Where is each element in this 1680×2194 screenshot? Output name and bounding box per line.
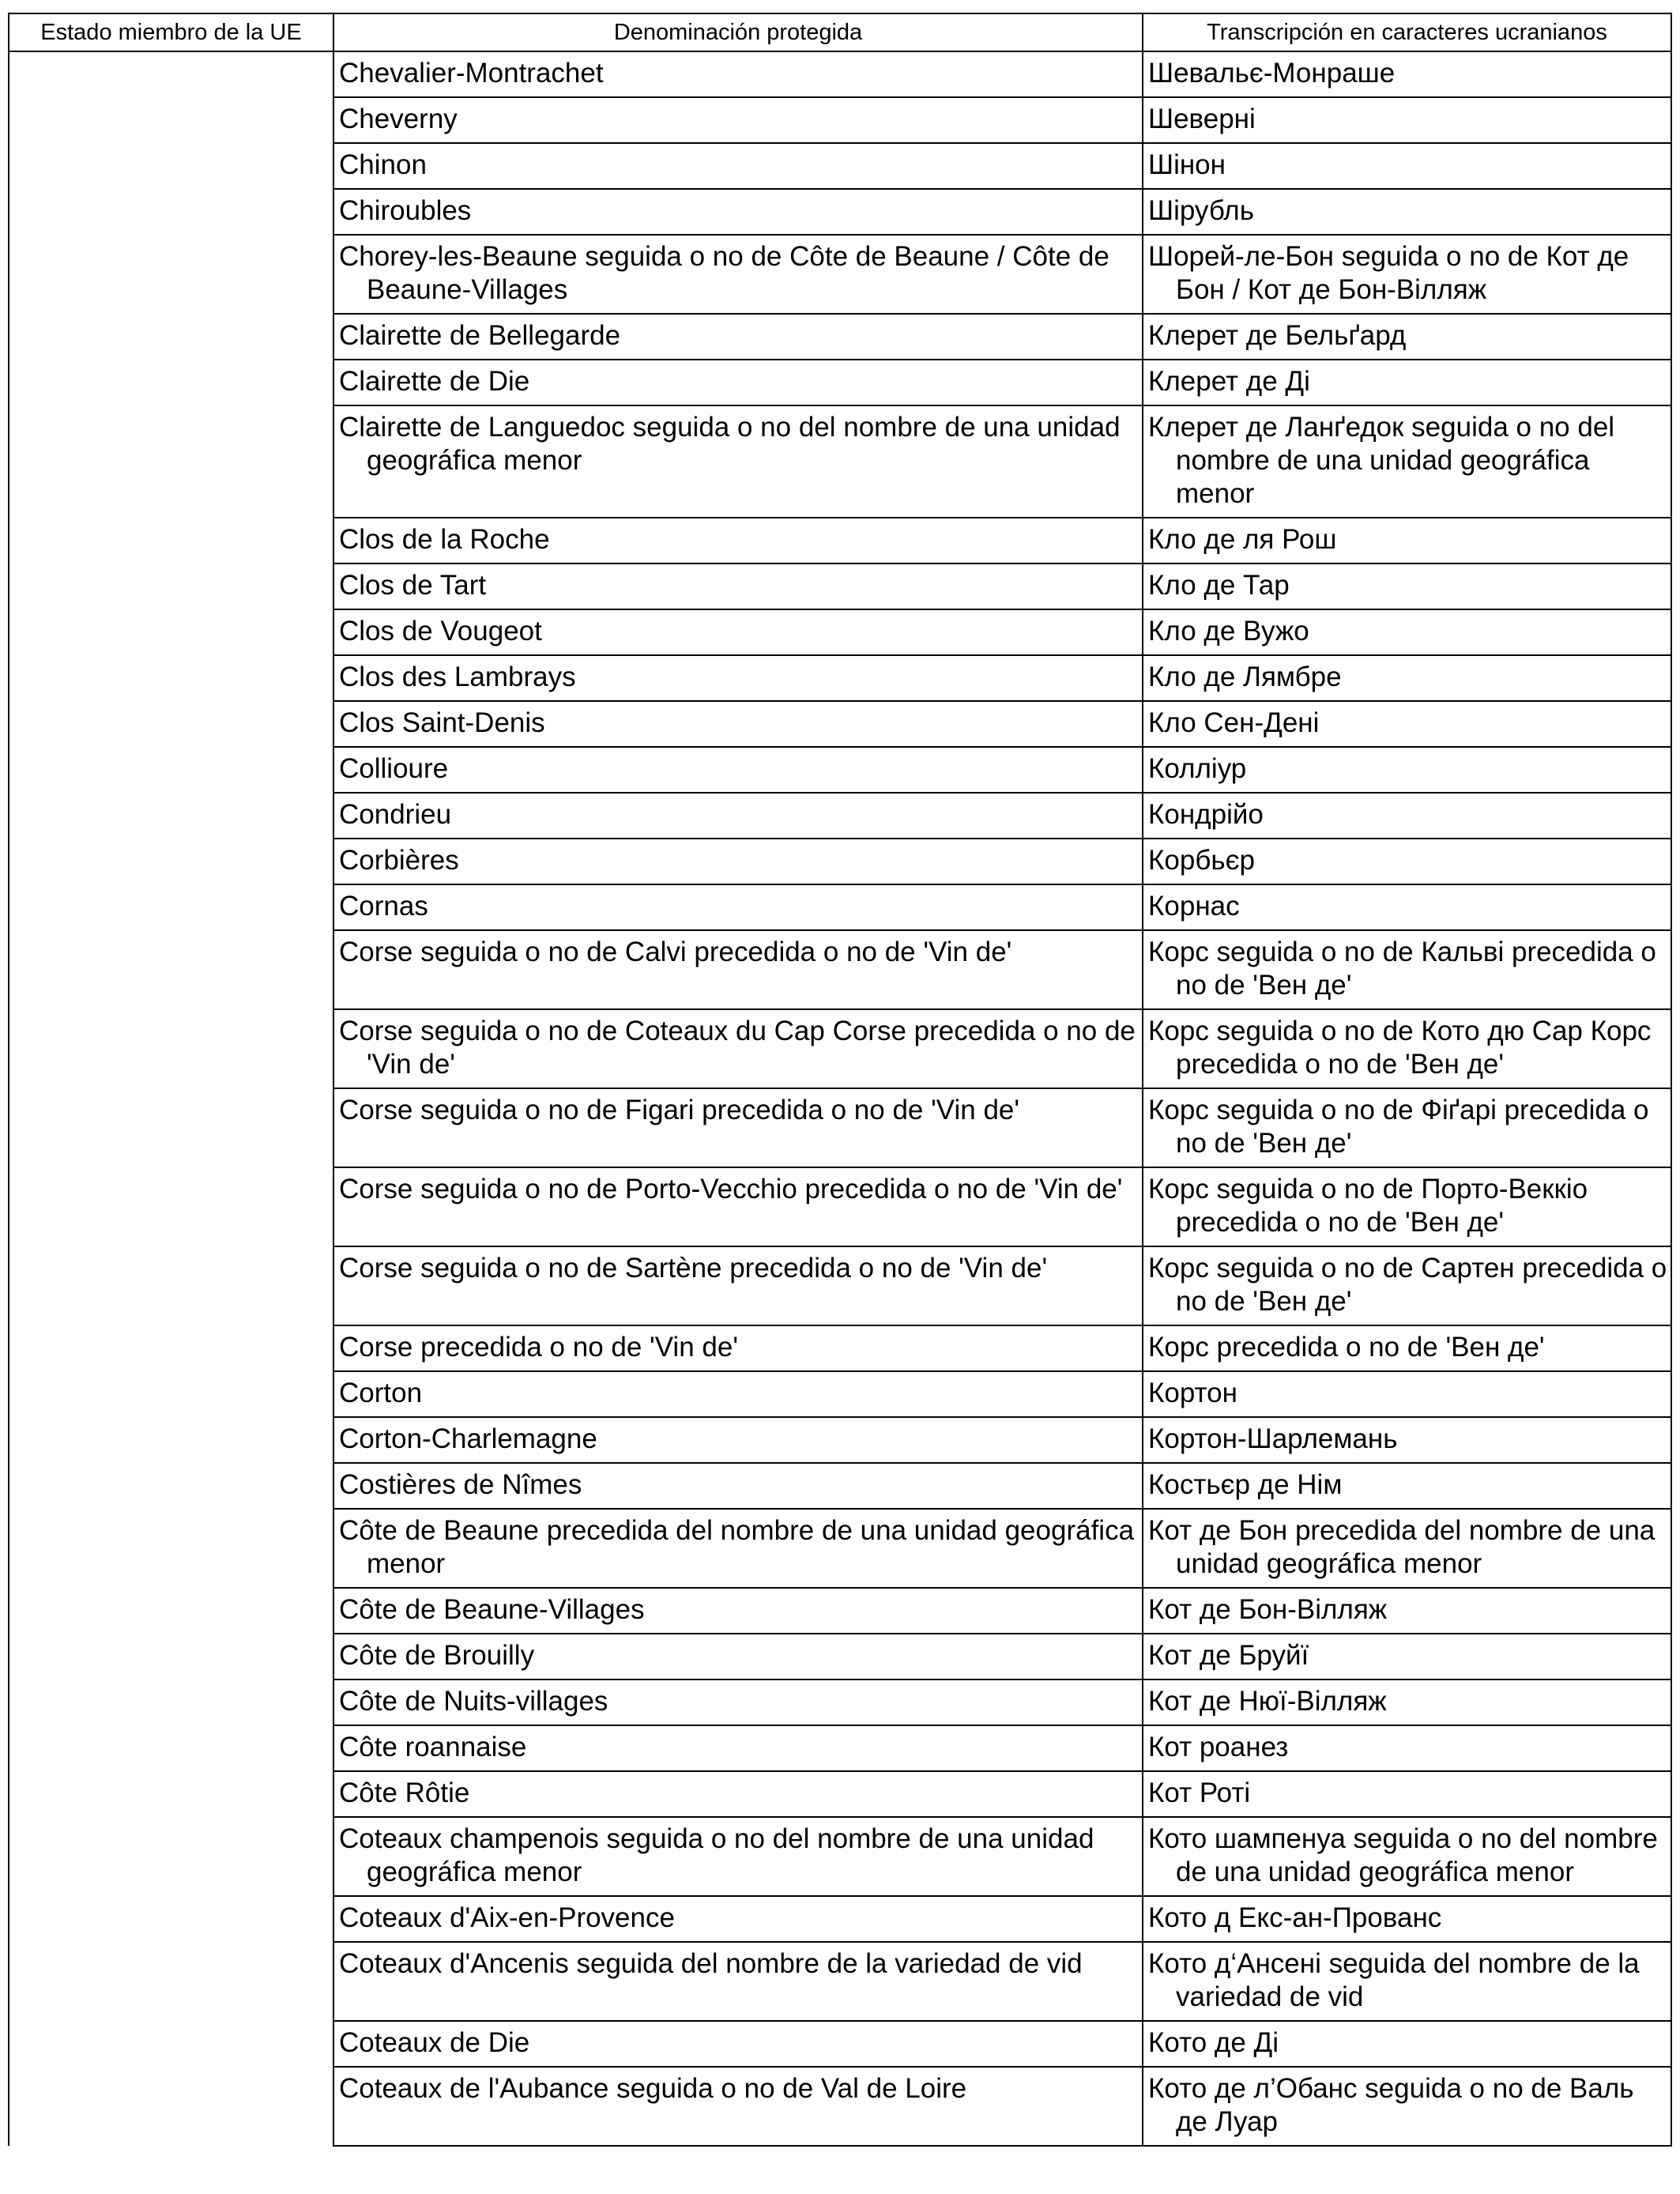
transcription-text: Кот де Бон-Вілляж: [1148, 1594, 1388, 1625]
transcription-cell: [1143, 1896, 1671, 1942]
table-row: [9, 51, 1671, 97]
transcription-text: Клерет де Ланґедок seguida o no del nombre de una unidad geográfica menor: [1148, 412, 1615, 509]
transcription-cell: [1143, 1088, 1671, 1167]
protected-name-cell: [333, 1246, 1143, 1325]
protected-name-text: Corse seguida o no de Coteaux du Cap Corse precedida o no de 'Vin de': [339, 1016, 1136, 1080]
transcription-cell: [1143, 1725, 1671, 1771]
protected-name-text: Clos des Lambrays: [339, 662, 576, 692]
transcription-cell: [1143, 564, 1671, 609]
protected-name-text: Clairette de Die: [339, 366, 530, 397]
protected-name-cell: [333, 1725, 1143, 1771]
transcription-cell: [1143, 314, 1671, 360]
transcription-cell: [1143, 360, 1671, 405]
transcription-text: Шорей-ле-Бон seguida o no de Кот де Бон / Кот де Бон-Вілляж: [1148, 241, 1629, 305]
protected-name-text: Coteaux de l'Aubance seguida o no de Val de Loire: [339, 2073, 967, 2104]
protected-name-cell: [333, 1942, 1143, 2021]
protected-name-cell: [333, 1417, 1143, 1463]
protected-name-cell: [333, 2067, 1143, 2146]
transcription-cell: [1143, 747, 1671, 793]
protected-name-cell: [333, 930, 1143, 1009]
transcription-cell: [1143, 655, 1671, 701]
protected-name-cell: [333, 655, 1143, 701]
transcription-cell: [1143, 930, 1671, 1009]
protected-name-cell: [333, 1009, 1143, 1088]
protected-name-cell: [333, 1325, 1143, 1371]
transcription-text: Кондрійо: [1148, 799, 1264, 830]
transcription-text: Кото д‘Ансені seguida del nombre de la variedad de vid: [1148, 1948, 1640, 2012]
protected-name-cell: [333, 564, 1143, 609]
transcription-text: Корбьєр: [1148, 845, 1255, 876]
transcription-cell: [1143, 235, 1671, 314]
transcription-text: Клерет де Ді: [1148, 366, 1310, 397]
transcription-text: Костьєр де Нім: [1148, 1469, 1343, 1500]
protected-name-cell: [333, 884, 1143, 930]
protected-name-text: Coteaux champenois seguida o no del nombre de una unidad geográfica menor: [339, 1823, 1094, 1887]
transcription-text: Корс seguida o no de Порто-Веккіо precedida o no de 'Вен де': [1148, 1174, 1588, 1238]
protected-name-text: Coteaux d'Ancenis seguida del nombre de la variedad de vid: [339, 1948, 1083, 1979]
protected-name-text: Corse precedida o no de 'Vin de': [339, 1332, 739, 1363]
transcription-cell: [1143, 1509, 1671, 1588]
transcription-text: Корс seguida o no de Фіґарі precedida o no de 'Вен де': [1148, 1095, 1649, 1159]
transcription-text: Кото шампенуа seguida o no del nombre de una unidad geográfica menor: [1148, 1823, 1658, 1887]
protected-name-cell: [333, 747, 1143, 793]
transcription-cell: [1143, 189, 1671, 235]
protected-name-text: Clairette de Languedoc seguida o no del nombre de una unidad geográfica menor: [339, 412, 1121, 476]
protected-name-cell: [333, 701, 1143, 747]
protected-name-cell: [333, 1634, 1143, 1679]
protected-name-cell: [333, 51, 1143, 97]
transcription-text: Кото д Екс-ан-Прованс: [1148, 1902, 1442, 1933]
header-transcription: Transcripción en caracteres ucranianos: [1143, 13, 1671, 51]
transcription-cell: [1143, 884, 1671, 930]
transcription-text: Корс seguida o no de Кальві precedida o no de 'Вен де': [1148, 937, 1656, 1001]
protected-name-text: Corse seguida o no de Figari precedida o no de 'Vin de': [339, 1095, 1020, 1125]
transcription-text: Кло де Лямбре: [1148, 662, 1342, 692]
transcription-text: Кортон: [1148, 1378, 1237, 1408]
protected-name-cell: [333, 1463, 1143, 1509]
transcription-text: Кото де л’Обанс seguida o no de Валь де Луар: [1148, 2073, 1634, 2137]
transcription-text: Кот де Бруйї: [1148, 1640, 1309, 1671]
protected-name-cell: [333, 839, 1143, 884]
protected-name-cell: [333, 189, 1143, 235]
transcription-text: Корс seguida o no de Кото дю Cap Корс precedida o no de 'Вен де': [1148, 1016, 1652, 1080]
table-body: [9, 51, 1671, 2146]
protected-name-text: Côte de Beaune precedida del nombre de una unidad geográfica menor: [339, 1515, 1135, 1579]
transcription-text: Кот де Нюї-Вілляж: [1148, 1686, 1387, 1717]
transcription-text: Шінон: [1148, 149, 1226, 180]
transcription-text: Кло де ля Рош: [1148, 524, 1337, 555]
protected-name-cell: [333, 1817, 1143, 1896]
document-page: [8, 13, 1672, 2147]
protected-name-text: Cornas: [339, 891, 428, 922]
protected-name-text: Clos de Tart: [339, 570, 487, 601]
denominations-table: [8, 13, 1672, 2147]
protected-name-text: Côte de Beaune-Villages: [339, 1594, 645, 1625]
protected-name-cell: [333, 1371, 1143, 1417]
transcription-text: Шевальє-Монраше: [1148, 58, 1396, 89]
transcription-text: Кло де Тар: [1148, 570, 1290, 601]
protected-name-text: Chinon: [339, 149, 427, 180]
protected-name-cell: [333, 97, 1143, 143]
protected-name-text: Chiroubles: [339, 195, 472, 226]
protected-name-text: Clairette de Bellegarde: [339, 320, 621, 351]
transcription-cell: [1143, 609, 1671, 655]
protected-name-text: Cheverny: [339, 104, 458, 134]
transcription-cell: [1143, 1588, 1671, 1634]
protected-name-text: Corbières: [339, 845, 459, 876]
protected-name-cell: [333, 2021, 1143, 2067]
protected-name-text: Clos Saint-Denis: [339, 707, 545, 738]
transcription-text: Кот Роті: [1148, 1777, 1251, 1808]
transcription-cell: [1143, 1634, 1671, 1679]
protected-name-text: Chorey-les-Beaune seguida o no de Côte de Beaune / Côte de Beaune-Villages: [339, 241, 1109, 305]
protected-name-cell: [333, 1771, 1143, 1817]
protected-name-cell: [333, 518, 1143, 564]
protected-name-cell: [333, 314, 1143, 360]
transcription-text: Шірубль: [1148, 195, 1254, 226]
protected-name-text: Costières de Nîmes: [339, 1469, 582, 1500]
protected-name-cell: [333, 1088, 1143, 1167]
protected-name-cell: [333, 1896, 1143, 1942]
transcription-cell: [1143, 1417, 1671, 1463]
transcription-text: Кло де Вужо: [1148, 616, 1309, 647]
protected-name-text: Collioure: [339, 753, 449, 784]
protected-name-text: Coteaux d'Aix-en-Provence: [339, 1902, 675, 1933]
protected-name-cell: [333, 1679, 1143, 1725]
protected-name-text: Côte de Nuits-villages: [339, 1686, 608, 1717]
transcription-text: Кот роанез: [1148, 1732, 1289, 1762]
protected-name-cell: [333, 235, 1143, 314]
table-header-row: [9, 13, 1671, 51]
transcription-cell: [1143, 1371, 1671, 1417]
transcription-cell: [1143, 1942, 1671, 2021]
transcription-cell: [1143, 1009, 1671, 1088]
member-state-cell: [9, 51, 333, 2146]
transcription-cell: [1143, 97, 1671, 143]
transcription-text: Кортон-Шарлемань: [1148, 1423, 1398, 1454]
transcription-text: Шеверні: [1148, 104, 1256, 134]
protected-name-text: Coteaux de Die: [339, 2027, 530, 2058]
protected-name-cell: [333, 405, 1143, 518]
transcription-text: Колліур: [1148, 753, 1247, 784]
protected-name-text: Corton: [339, 1378, 423, 1408]
transcription-cell: [1143, 701, 1671, 747]
transcription-cell: [1143, 2021, 1671, 2067]
header-protected-name: Denominación protegida: [333, 13, 1143, 51]
transcription-cell: [1143, 1246, 1671, 1325]
transcription-cell: [1143, 1325, 1671, 1371]
protected-name-text: Clos de la Roche: [339, 524, 550, 555]
transcription-text: Кот де Бон precedida del nombre de una unidad geográfica menor: [1148, 1515, 1656, 1579]
transcription-text: Корс seguida o no de Сартен precedida o no de 'Вен де': [1148, 1253, 1667, 1317]
transcription-cell: [1143, 793, 1671, 839]
transcription-cell: [1143, 1167, 1671, 1246]
transcription-text: Кото де Ді: [1148, 2027, 1279, 2058]
protected-name-cell: [333, 609, 1143, 655]
transcription-cell: [1143, 1771, 1671, 1817]
protected-name-cell: [333, 793, 1143, 839]
transcription-cell: [1143, 839, 1671, 884]
protected-name-text: Corton-Charlemagne: [339, 1423, 597, 1454]
protected-name-cell: [333, 143, 1143, 189]
protected-name-cell: [333, 360, 1143, 405]
protected-name-text: Clos de Vougeot: [339, 616, 542, 647]
transcription-cell: [1143, 1817, 1671, 1896]
transcription-cell: [1143, 1463, 1671, 1509]
protected-name-text: Côte Rôtie: [339, 1777, 470, 1808]
transcription-cell: [1143, 518, 1671, 564]
protected-name-cell: [333, 1509, 1143, 1588]
transcription-text: Клерет де Бельґард: [1148, 320, 1407, 351]
protected-name-text: Corse seguida o no de Calvi precedida o no de 'Vin de': [339, 937, 1012, 967]
protected-name-cell: [333, 1167, 1143, 1246]
protected-name-cell: [333, 1588, 1143, 1634]
protected-name-text: Corse seguida o no de Sartène precedida o no de 'Vin de': [339, 1253, 1048, 1284]
transcription-cell: [1143, 2067, 1671, 2146]
transcription-cell: [1143, 143, 1671, 189]
transcription-cell: [1143, 1679, 1671, 1725]
transcription-cell: [1143, 51, 1671, 97]
protected-name-text: Condrieu: [339, 799, 452, 830]
protected-name-text: Côte de Brouilly: [339, 1640, 535, 1671]
transcription-cell: [1143, 405, 1671, 518]
protected-name-text: Corse seguida o no de Porto-Vecchio precedida o no de 'Vin de': [339, 1174, 1123, 1204]
transcription-text: Корнас: [1148, 891, 1240, 922]
protected-name-text: Côte roannaise: [339, 1732, 527, 1762]
transcription-text: Корс precedida o no de 'Вен де': [1148, 1332, 1545, 1363]
header-member-state: Estado miembro de la UE: [9, 13, 333, 51]
protected-name-text: Chevalier-Montrachet: [339, 58, 604, 89]
transcription-text: Кло Сен-Дені: [1148, 707, 1320, 738]
